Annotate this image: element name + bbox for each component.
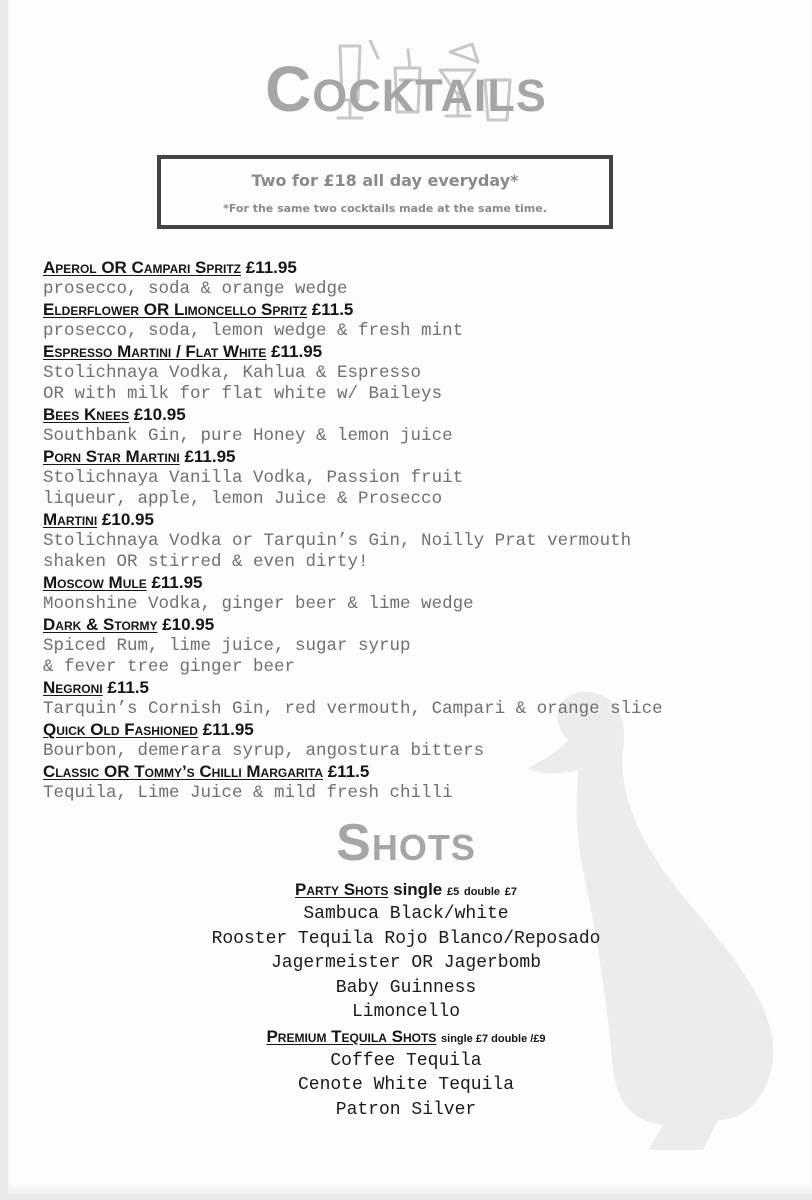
cocktail-desc: OR with milk for flat white w/ Baileys — [43, 384, 443, 404]
shot-item: Limoncello — [351, 1002, 461, 1022]
shot-item: Sambuca Black/white — [303, 904, 509, 924]
cocktail-desc: Moonshine Vodka, ginger beer & lime wedge — [43, 594, 474, 614]
cocktail-price: £11.95 — [184, 447, 236, 466]
cocktail-price: £11.95 — [271, 342, 323, 361]
cocktail-item — [43, 447, 783, 510]
cocktail-item — [43, 720, 783, 762]
premium-shots-name: Premium Tequila Shots — [266, 1026, 437, 1046]
cocktail-price: £11.5 — [311, 300, 354, 319]
cocktail-desc: & fever tree ginger beer — [43, 657, 296, 677]
cocktail-desc: Stolichnaya Vodka, Kahlua & Espresso — [43, 363, 422, 383]
cocktail-desc: Southbank Gin, pure Honey & lemon juice — [43, 426, 453, 446]
premium-shots-prices: single £7 double /£9 — [441, 1032, 546, 1045]
shots-list — [0, 878, 812, 1122]
cocktail-name: Aperol OR Campari Spritz — [43, 258, 242, 277]
cocktail-price: £11.95 — [245, 258, 297, 277]
cocktail-desc: shaken OR stirred & even dirty! — [43, 552, 369, 572]
promo-main-text: Two for £18 all day everyday* — [251, 171, 519, 190]
cocktail-price: £11.95 — [202, 720, 254, 739]
cocktail-item — [43, 300, 783, 342]
cocktails-title: Cocktails — [265, 53, 547, 125]
cocktail-desc: prosecco, soda & orange wedge — [43, 279, 348, 299]
cocktail-name: Martini — [43, 510, 98, 529]
cocktail-item — [43, 510, 783, 573]
shot-item: Coffee Tequila — [330, 1050, 482, 1071]
shot-item: Rooster Tequila Rojo Blanco/Reposado — [211, 928, 601, 949]
cocktail-name: Porn Star Martini — [43, 447, 180, 466]
party-single-price: £5 — [446, 886, 460, 898]
cocktail-desc: Stolichnaya Vodka or Tarquin’s Gin, Noilly Prat vermouth — [43, 531, 632, 551]
cocktail-price: £11.95 — [151, 573, 203, 592]
cocktail-item — [43, 258, 783, 300]
cocktail-desc: prosecco, soda, lemon wedge & fresh mint — [43, 321, 464, 341]
cocktail-desc: liqueur, apple, lemon Juice & Prosecco — [43, 489, 443, 509]
cocktail-name: Moscow Mule — [43, 573, 147, 592]
cocktail-desc: Tarquin’s Cornish Gin, red vermouth, Campari & orange slice — [43, 699, 663, 719]
premium-shots-heading — [0, 1025, 812, 1049]
cocktail-item — [43, 342, 783, 405]
cocktail-item — [43, 405, 783, 447]
promo-note-text: *For the same two cocktails made at the same time. — [223, 202, 547, 215]
cocktail-name: Elderflower OR Limoncello Spritz — [43, 300, 308, 319]
cocktail-desc: Bourbon, demerara syrup, angostura bitters — [43, 741, 485, 761]
shot-item: Jagermeister OR Jagerbomb — [270, 953, 542, 973]
party-single-label: single — [393, 880, 443, 899]
cocktail-item — [43, 678, 783, 720]
cocktail-item — [43, 615, 783, 678]
cocktail-name: Quick Old Fashioned — [43, 720, 198, 739]
shot-item: Cenote White Tequila — [297, 1075, 515, 1095]
cocktail-list — [43, 258, 783, 804]
cocktail-price: £10.95 — [162, 615, 215, 634]
cocktail-price: £11.5 — [107, 678, 149, 697]
cocktail-price: £11.5 — [327, 762, 370, 781]
cocktail-name: Classic OR Tommy’s Chilli Margarita — [43, 762, 323, 781]
cocktail-name: Espresso Martini / Flat White — [43, 342, 267, 361]
cocktail-item — [43, 573, 783, 615]
shot-item: Patron Silver — [335, 1099, 477, 1120]
party-double-label: double — [463, 886, 501, 898]
promo-box — [157, 155, 613, 229]
cocktail-desc: Spiced Rum, lime juice, sugar syrup — [43, 636, 411, 656]
shots-title: Shots — [336, 814, 476, 872]
shot-item: Baby Guinness — [335, 977, 477, 998]
party-shots-name: Party Shots — [294, 880, 389, 899]
cocktail-name: Dark & Stormy — [43, 615, 158, 634]
cocktail-desc: Stolichnaya Vanilla Vodka, Passion fruit — [43, 468, 464, 488]
cocktail-price: £10.95 — [133, 405, 186, 424]
cocktail-name: Bees Knees — [43, 405, 129, 424]
cocktail-item — [43, 762, 783, 804]
cocktail-price: £10.95 — [101, 510, 154, 529]
party-double-price: £7 — [504, 886, 518, 898]
party-shots-heading — [0, 878, 812, 902]
cocktail-name: Negroni — [43, 678, 103, 697]
cocktail-desc: Tequila, Lime Juice & mild fresh chilli — [43, 783, 453, 803]
